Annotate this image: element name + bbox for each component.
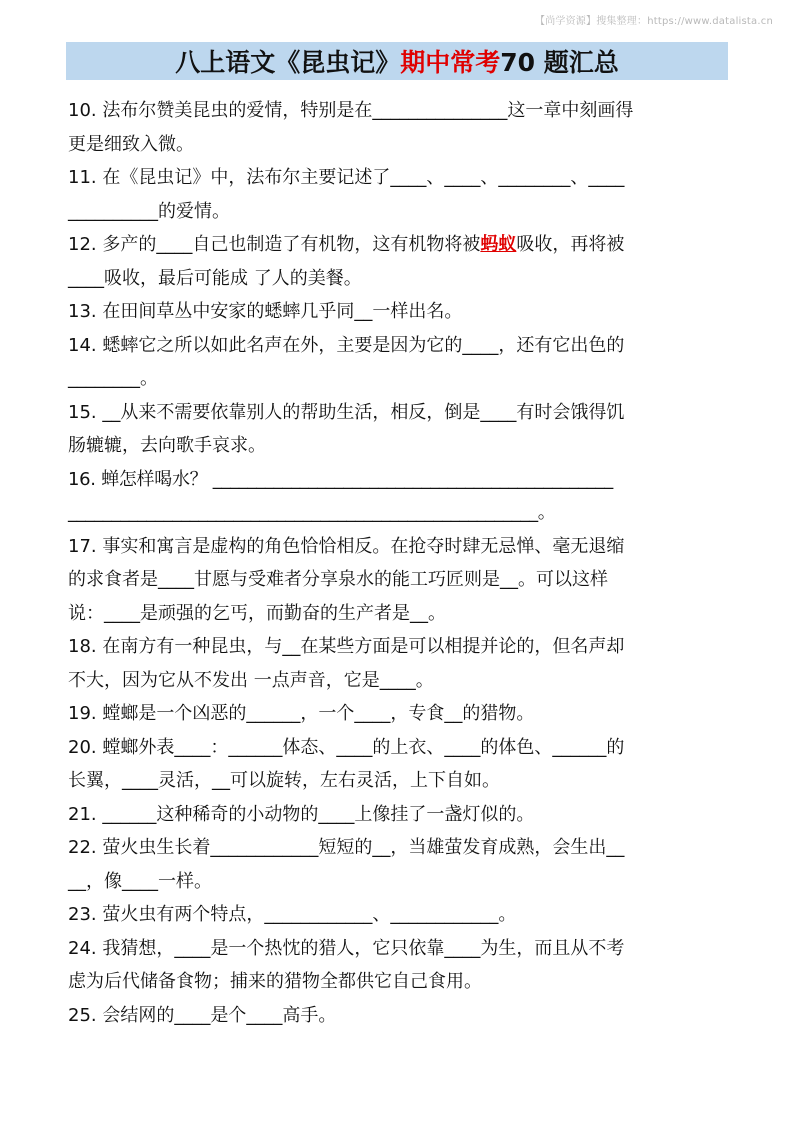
title-part-2: 期中常考	[400, 48, 501, 77]
question-23: 23. 萤火虫有两个特点，____________、____________。	[68, 904, 517, 925]
highlight-word: 蚂蚁	[480, 234, 517, 255]
watermark: 【尚学资源】搜集整理：https://www.datalista.cn	[535, 16, 773, 27]
question-22: 22. 萤火虫生长着____________短短的__，当雄萤发育成熟，会生出__ __，像____一样。	[68, 837, 625, 892]
question-25: 25. 会结网的____是个____高手。	[68, 1004, 337, 1026]
question-16: 16. 蝉怎样喝水？ ______________________________________________ ______________________________________________________。	[68, 468, 613, 523]
page-title	[66, 42, 728, 80]
question-24: 24. 我猜想，____是一个热忱的猎人，它只依靠____为生，而且从不考 虑为后代储备食物；捕来的猎物全都供它自己食用。	[68, 937, 625, 992]
question-11: 11. 在《昆虫记》中，法布尔主要记述了____、____、________、____ __________的爱情。	[68, 167, 625, 222]
title-part-1: 八上语文《昆虫记》	[175, 48, 401, 77]
question-list	[68, 94, 728, 1032]
question-14: 14. 蟋蟀它之所以如此名声在外，主要是因为它的____，还有它出色的 ________。	[68, 334, 625, 389]
question-13: 13. 在田间草丛中安家的蟋蟀几乎同__一样出名。	[68, 301, 463, 322]
question-21: 21. ______这种稀奇的小动物的____上像挂了一盏灯似的。	[68, 803, 535, 825]
question-19: 19. 螳螂是一个凶恶的______，一个____，专食__的猎物。	[68, 703, 535, 724]
question-12: 12. 多产的____自己也制造了有机物，这有机物将被蚂蚁吸收，再将被 ____吸收，最后可能成 了人的美餐。	[68, 234, 625, 289]
question-20: 20. 螳螂外表____：______体态、____的上衣、____的体色、______的 长翼，____灵活，__可以旋转，左右灵活，上下自如。	[68, 736, 625, 791]
question-18: 18. 在南方有一种昆虫，与__在某些方面是可以相提并论的，但名声却 不大，因为它从不发出 一点声音，它是____。	[68, 636, 625, 691]
question-15: 15. __从来不需要依靠别人的帮助生活，相反，倒是____有时会饿得饥 肠辘辘，去向歌手哀求。	[68, 401, 625, 456]
title-part-3: 70 题汇总	[500, 48, 619, 77]
question-17: 17. 事实和寓言是虚构的角色恰恰相反。在抢夺时肆无忌惮、毫无退缩 的求食者是____甘愿与受难者分享泉水的能工巧匠则是__。可以这样 说：____是顽强的乞丐，而勤奋的生产者是__。	[68, 535, 625, 624]
question-10: 10. 法布尔赞美昆虫的爱情，特别是在_______________这一章中刻画得 更是细致入微。	[68, 100, 634, 155]
